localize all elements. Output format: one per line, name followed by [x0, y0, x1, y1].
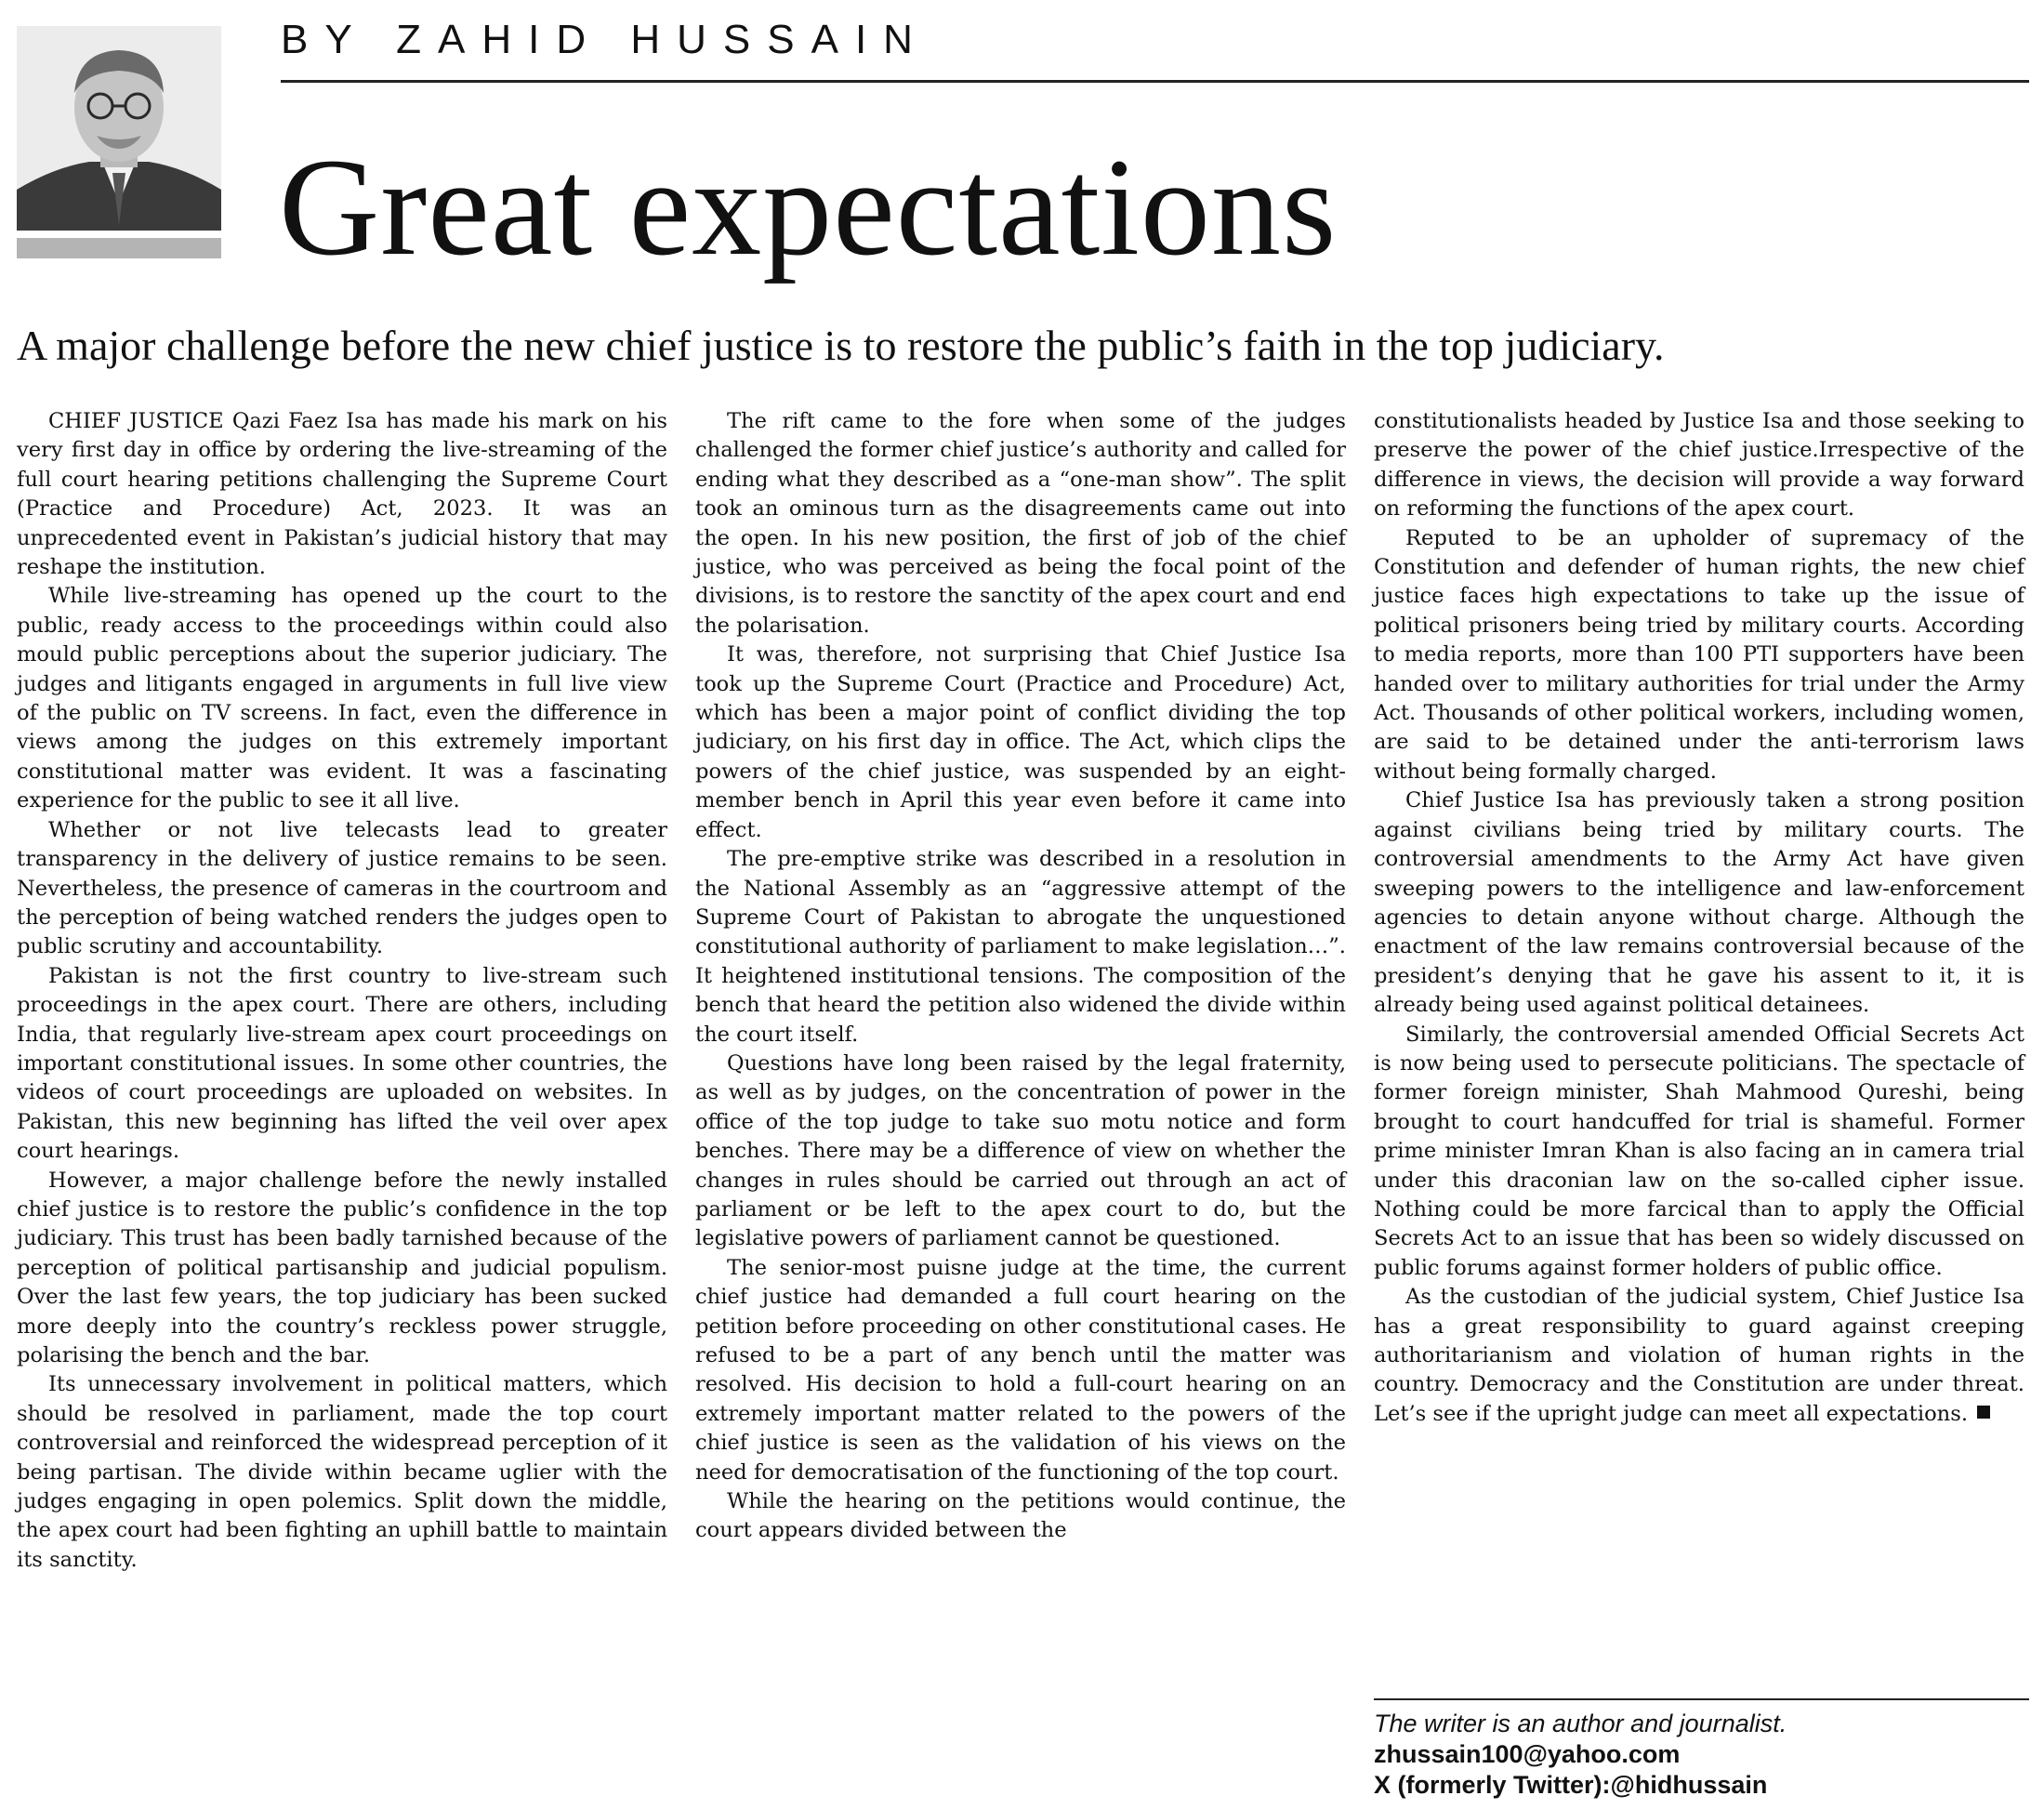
- paragraph: Similarly, the controversial amended Official Secrets Act is now being used to persecute politicians. The spectacle of former foreign minister, Shah Mahmood Qureshi, being brought to court handcuffed for trial is shameful. Former prime minister Imran Khan is also facing an in camera trial under this draconian law on the so-called cipher issue. Nothing could be more farcical than to apply the Official Secrets Act to an issue that has been so widely discussed on public forums against former holders of public office.: [1374, 1022, 2024, 1280]
- article-column-2: [695, 407, 1346, 1546]
- paragraph: Whether or not live telecasts lead to greater transparency in the delivery of justice remains to be seen. Nevertheless, the presence of cameras in the courtroom and the perception of being watched renders the judges open to public scrutiny and accountability.: [17, 817, 667, 959]
- paragraph: constitutionalists headed by Justice Isa and those seeking to preserve the power of the chief justice.Irrespective of the difference in views, the decision will provide a way forward on reforming the functions of the apex court.: [1374, 409, 2024, 522]
- paragraph: CHIEF JUSTICE Qazi Faez Isa has made his mark on his very first day in office by ordering the live-streaming of the full court hearing petitions challenging the Supreme Court (Practice and Procedure) Act, 2023. It was an unprecedented event in Pakistan’s judicial history that may reshape the institution.: [17, 409, 667, 580]
- headline: Great expectations: [279, 130, 1338, 284]
- paragraph-text: As the custodian of the judicial system, Chief Justice Isa has a great responsibility to guard against creeping authoritarianism and violation of human rights in the country. Democracy and the Constitution are under threat. Let’s see if the upright judge can meet all expectations.: [1374, 1285, 2024, 1426]
- byline-rule: [281, 80, 2029, 83]
- paragraph: The rift came to the fore when some of the judges challenged the former chief justice’s authority and called for ending what they described as a “one-man show”. The split took an ominous turn as the disagreements came out into the open. In his new position, the first of job of the chief justice, who was perceived as being the focal point of the divisions, is to restore the sanctity of the apex court and end the polarisation.: [695, 409, 1346, 638]
- paragraph: The pre-emptive strike was described in a resolution in the National Assembly as an “aggressive attempt of the Supreme Court of Pakistan to abrogate the unquestioned constitutional authority of parliament to make legislation…”. It heightened institutional tensions. The composition of the bench that heard the petition also widened the divide within the court itself.: [695, 847, 1346, 1047]
- article-column-1: [17, 407, 667, 1575]
- paragraph: It was, therefore, not surprising that Chief Justice Isa took up the Supreme Court (Practice and Procedure) Act, which has been a major point of conflict dividing the top judiciary, on his first day in office. The Act, which clips the powers of the chief justice, was suspended by an eight-member bench in April this year even before it came into effect.: [695, 642, 1346, 842]
- byline: BY ZAHID HUSSAIN: [281, 17, 930, 62]
- paragraph-final: [1374, 1283, 2024, 1429]
- article-column-3: [1374, 407, 2024, 1429]
- paragraph: Its unnecessary involvement in political matters, which should be resolved in parliament, made the top court controversial and reinforced the widespread perception of it being partisan. The divide within became uglier with the judges engaging in open polemics. Split down the middle, the apex court had been fighting an uphill battle to maintain its sanctity.: [17, 1372, 667, 1572]
- paragraph: While the hearing on the petitions would continue, the court appears divided between the: [695, 1489, 1346, 1543]
- author-twitter-link[interactable]: X (formerly Twitter):@hidhussain: [1374, 1771, 1768, 1799]
- bio-rule: [1374, 1698, 2029, 1700]
- author-email-link[interactable]: zhussain100@yahoo.com: [1374, 1740, 1681, 1768]
- paragraph: Pakistan is not the first country to live-stream such proceedings in the apex court. There are others, including India, that regularly live-stream apex court proceedings on important constitutional issues. In some other countries, the videos of court proceedings are uploaded on websites. In Pakistan, this new beginning has lifted the veil over apex court hearings.: [17, 963, 667, 1164]
- author-note: The writer is an author and journalist.: [1374, 1710, 1787, 1737]
- paragraph: Questions have long been raised by the legal fraternity, as well as by judges, on the concentration of power in the office of the top judge to take suo motu notice and form benches. There may be a difference of view on whether the changes in rules should be carried out through an act of parliament or be left to the apex court to do, but the legislative powers of parliament cannot be questioned.: [695, 1050, 1346, 1251]
- paragraph: Chief Justice Isa has previously taken a strong position against civilians being tried by military courts. The controversial amendments to the Army Act have given sweeping powers to the intelligence and law-enforcement agencies to detain anyone without charge. Although the enactment of the law remains controversial because of the president’s denying that he gave his assent to it, it is already being used against political detainees.: [1374, 788, 2024, 1018]
- paragraph: The senior-most puisne judge at the time, the current chief justice had demanded a full court hearing on the petition before proceeding on other constitutional cases. He refused to be a part of any bench until the matter was resolved. His decision to hold a full-court hearing on an extremely important matter related to the powers of the chief justice is seen as the validation of his views on the need for democratisation of the functioning of the top court.: [695, 1255, 1346, 1485]
- photo-caption-bar: [17, 238, 221, 258]
- subhead: A major challenge before the new chief justice is to restore the public’s faith in the top judiciary.: [17, 322, 1665, 369]
- author-bio: [1374, 1709, 1787, 1801]
- paragraph: However, a major challenge before the newly installed chief justice is to restore the public’s confidence in the top judiciary. This trust has been badly tarnished because of the perception of political partisanship and judicial populism. Over the last few years, the top judiciary has been sucked more deeply into the country’s reckless power struggle, polarising the bench and the bar.: [17, 1168, 667, 1367]
- paragraph: While live-streaming has opened up the court to the public, ready access to the proceedings within could also mould public perceptions about the superior judiciary. The judges and litigants engaged in arguments in full live view of the public on TV screens. In fact, even the difference in views among the judges on this extremely important constitutional matter was evident. It was a fascinating experience for the public to see it all live.: [17, 584, 667, 813]
- end-square-icon: [1977, 1406, 1990, 1419]
- paragraph: Reputed to be an upholder of supremacy of the Constitution and defender of human rights, the new chief justice faces high expectations to take up the issue of political prisoners being tried by military courts. According to media reports, more than 100 PTI supporters have been handed over to military authorities for trial under the Army Act. Thousands of other political workers, including women, are said to be detained under the anti-terrorism laws without being formally charged.: [1374, 525, 2024, 784]
- author-photo: [17, 26, 221, 231]
- author-portrait-icon: [17, 26, 221, 231]
